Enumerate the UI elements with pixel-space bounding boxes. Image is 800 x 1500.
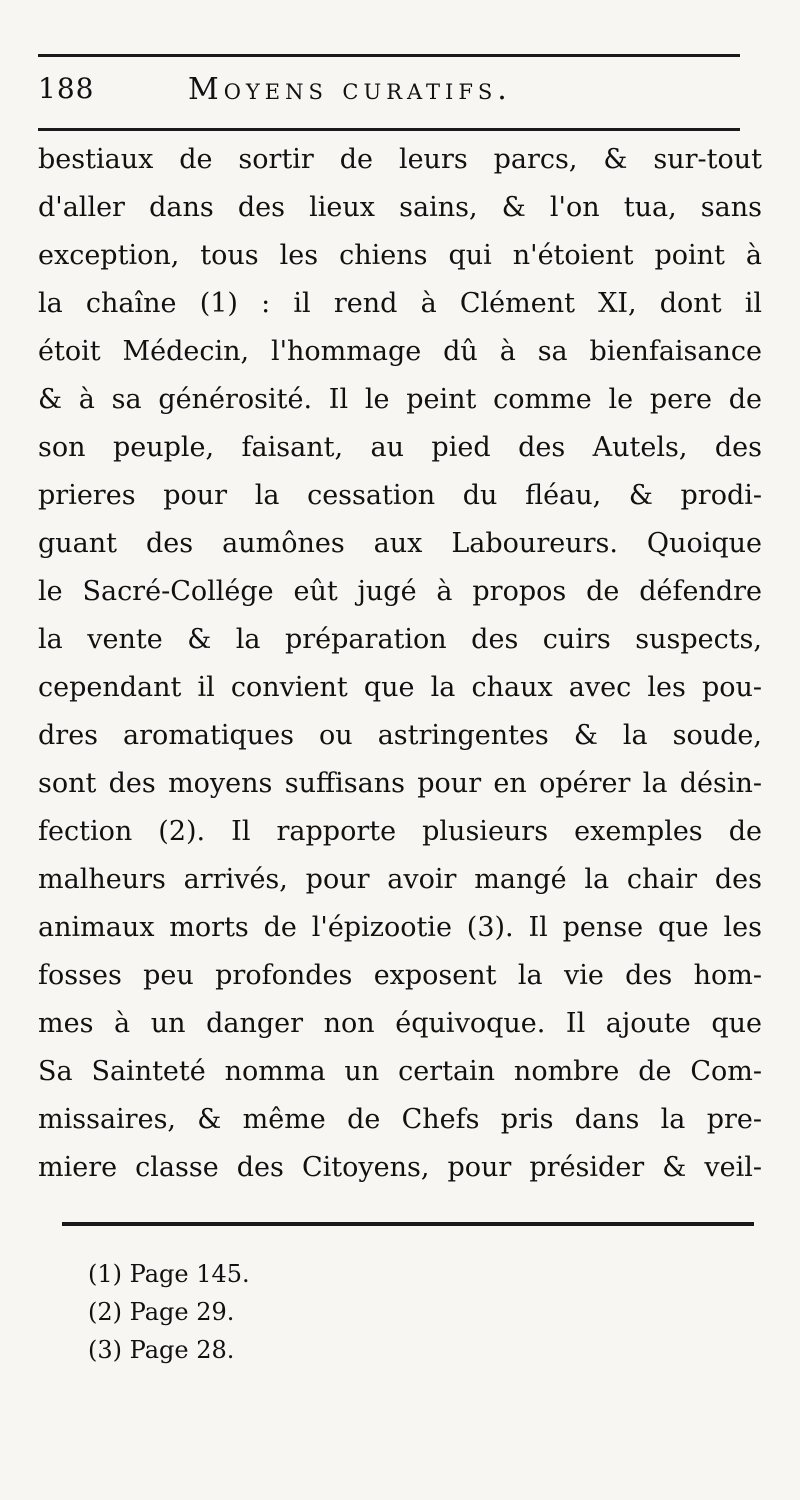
text-line: & à sa générosité. Il le peint comme le pere de — [38, 384, 762, 415]
text-line: la chaîne (1) : il rend à Clément XI, dont il — [38, 288, 762, 319]
text-line: le Sacré-Collége eût jugé à propos de défendre — [38, 576, 762, 607]
footnote-rule — [62, 1222, 754, 1226]
page-header — [38, 72, 740, 112]
text-line: fection (2). Il rapporte plusieurs exemples de — [38, 816, 762, 847]
header-rule — [38, 128, 740, 131]
text-line: dres aromatiques ou astringentes & la soude, — [38, 720, 762, 751]
running-title: Moyens curatifs. — [188, 72, 512, 107]
text-line: prieres pour la cessation du fléau, & prodi- — [38, 480, 762, 511]
footnote: (1) Page 145. — [88, 1260, 250, 1288]
text-line: mes à un danger non équivoque. Il ajoute que — [38, 1008, 762, 1039]
footnote: (2) Page 29. — [88, 1298, 235, 1326]
text-line: fosses peu profondes exposent la vie des hom- — [38, 960, 762, 991]
text-line: exception, tous les chiens qui n'étoient point à — [38, 240, 762, 271]
body-text — [38, 136, 762, 1192]
text-line: la vente & la préparation des cuirs suspects, — [38, 624, 762, 655]
top-rule — [38, 54, 740, 57]
text-line: son peuple, faisant, au pied des Autels, des — [38, 432, 762, 463]
footnote: (3) Page 28. — [88, 1336, 235, 1364]
text-line: bestiaux de sortir de leurs parcs, & sur-tout — [38, 144, 762, 175]
text-line: missaires, & même de Chefs pris dans la pre- — [38, 1104, 762, 1135]
footnotes — [88, 1255, 488, 1369]
text-line: d'aller dans des lieux sains, & l'on tua, sans — [38, 192, 762, 223]
page-number: 188 — [38, 72, 95, 105]
text-line: malheurs arrivés, pour avoir mangé la chair des — [38, 864, 762, 895]
text-line: sont des moyens suffisans pour en opérer la désin- — [38, 768, 762, 799]
text-line: étoit Médecin, l'hommage dû à sa bienfaisance — [38, 336, 762, 367]
text-line: miere classe des Citoyens, pour présider & veil- — [38, 1152, 762, 1183]
text-line: animaux morts de l'épizootie (3). Il pense que les — [38, 912, 762, 943]
text-line: guant des aumônes aux Laboureurs. Quoique — [38, 528, 762, 559]
text-line: Sa Sainteté nomma un certain nombre de Com- — [38, 1056, 762, 1087]
text-line: cependant il convient que la chaux avec les pou- — [38, 672, 762, 703]
